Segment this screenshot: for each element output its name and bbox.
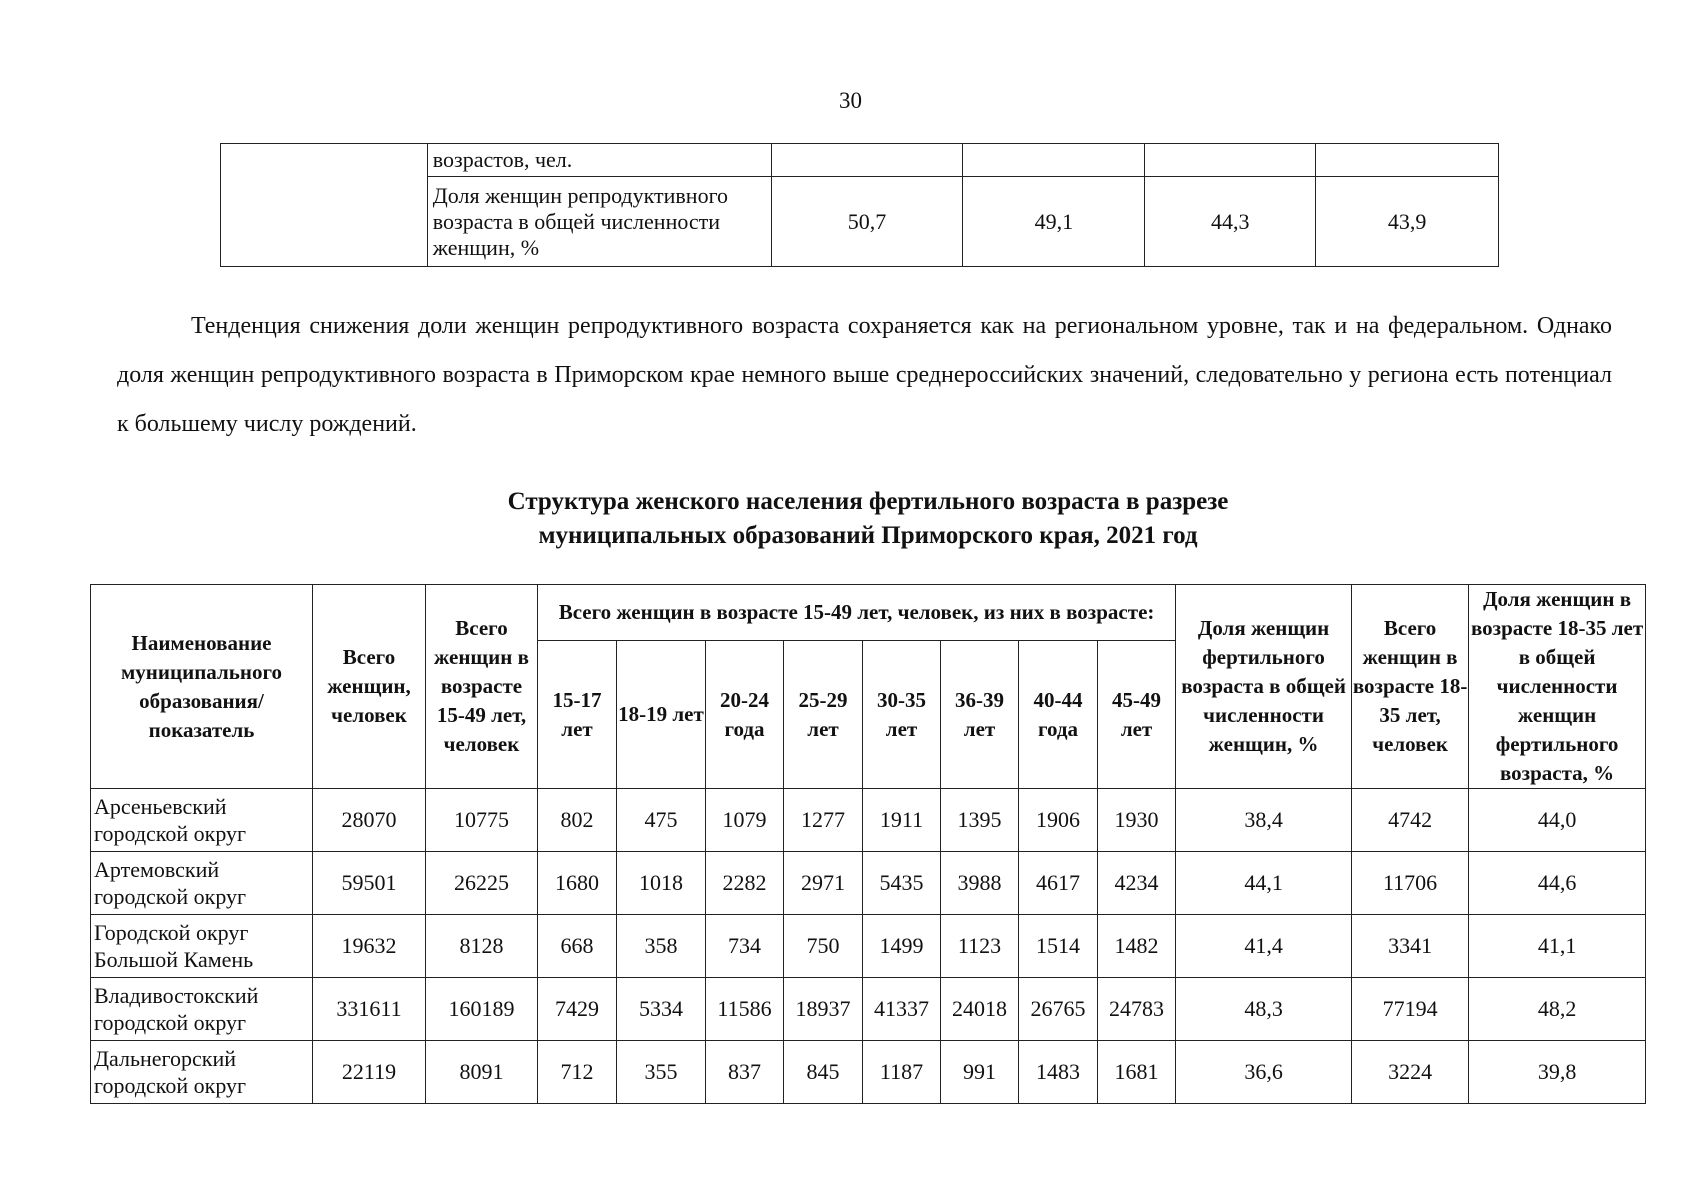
cell-age: 5435 <box>863 852 941 915</box>
cell-age: 355 <box>617 1041 706 1104</box>
cell-age: 734 <box>706 915 784 978</box>
cell-total: 28070 <box>313 789 426 852</box>
row-label: Доля женщин репродуктивного возраста в общей численности женщин, % <box>427 177 771 267</box>
row-name: Городской округ Большой Камень <box>91 915 313 978</box>
row-name: Дальнегорский городской округ <box>91 1041 313 1104</box>
value-cell: 44,3 <box>1145 177 1316 267</box>
cell-age: 1681 <box>1098 1041 1176 1104</box>
cell-age: 7429 <box>538 978 617 1041</box>
cell-age: 24783 <box>1098 978 1176 1041</box>
cell-age: 1930 <box>1098 789 1176 852</box>
cell-share-18-35: 41,1 <box>1469 915 1646 978</box>
cell-share-18-35: 44,6 <box>1469 852 1646 915</box>
cell-total-15-49: 26225 <box>426 852 538 915</box>
cell-age: 1277 <box>784 789 863 852</box>
cell-age: 712 <box>538 1041 617 1104</box>
cell-age: 1906 <box>1019 789 1098 852</box>
header-age: 40-44 года <box>1019 641 1098 789</box>
cell-age: 3988 <box>941 852 1019 915</box>
cell-age: 1499 <box>863 915 941 978</box>
cell-total: 22119 <box>313 1041 426 1104</box>
cell-age: 1911 <box>863 789 941 852</box>
header-age-group: Всего женщин в возрасте 15-49 лет, человек, из них в возрасте: <box>538 585 1176 641</box>
cell-total-15-49: 8091 <box>426 1041 538 1104</box>
table-row <box>91 852 1646 915</box>
header-age: 36-39 лет <box>941 641 1019 789</box>
header-name: Наименование муниципального образования/ показатель <box>91 585 313 789</box>
cell-total-18-35: 4742 <box>1352 789 1469 852</box>
cell-age: 1514 <box>1019 915 1098 978</box>
cell-age: 358 <box>617 915 706 978</box>
cell-share-fertile: 48,3 <box>1176 978 1352 1041</box>
table-row <box>91 915 1646 978</box>
cell-age: 1018 <box>617 852 706 915</box>
cell-age: 2971 <box>784 852 863 915</box>
header-age: 30-35 лет <box>863 641 941 789</box>
cell-age: 845 <box>784 1041 863 1104</box>
cell-age: 1482 <box>1098 915 1176 978</box>
cell-age: 1187 <box>863 1041 941 1104</box>
header-age: 20-24 года <box>706 641 784 789</box>
title-line-1: Структура женского населения фертильного возраста в разрезе <box>507 488 1229 515</box>
header-total: Всего женщин, человек <box>313 585 426 789</box>
table-row <box>91 789 1646 852</box>
cell-age: 1079 <box>706 789 784 852</box>
header-age: 18-19 лет <box>617 641 706 789</box>
cell-age: 750 <box>784 915 863 978</box>
row-name: Артемовский городской округ <box>91 852 313 915</box>
cell-age: 4234 <box>1098 852 1176 915</box>
cell-share-fertile: 41,4 <box>1176 915 1352 978</box>
cell-share-fertile: 44,1 <box>1176 852 1352 915</box>
cell-age: 1123 <box>941 915 1019 978</box>
cell-total: 59501 <box>313 852 426 915</box>
table-title <box>0 485 1701 553</box>
cell-share-18-35: 39,8 <box>1469 1041 1646 1104</box>
cell-age: 26765 <box>1019 978 1098 1041</box>
cell-share-18-35: 48,2 <box>1469 978 1646 1041</box>
cell-age: 1483 <box>1019 1041 1098 1104</box>
cell-total-18-35: 11706 <box>1352 852 1469 915</box>
cell-total-15-49: 160189 <box>426 978 538 1041</box>
table-row <box>91 978 1646 1041</box>
cell-total-15-49: 8128 <box>426 915 538 978</box>
value-cell: 49,1 <box>963 177 1145 267</box>
cell-age: 18937 <box>784 978 863 1041</box>
row-label: возрастов, чел. <box>427 144 771 177</box>
cell-total-18-35: 3224 <box>1352 1041 1469 1104</box>
cell-total-18-35: 77194 <box>1352 978 1469 1041</box>
cell-age: 4617 <box>1019 852 1098 915</box>
continued-table <box>220 143 1499 267</box>
value-cell: 43,9 <box>1316 177 1499 267</box>
cell-total: 331611 <box>313 978 426 1041</box>
page-number: 30 <box>839 88 862 113</box>
cell-total-18-35: 3341 <box>1352 915 1469 978</box>
cell-share-fertile: 38,4 <box>1176 789 1352 852</box>
header-age: 15-17 лет <box>538 641 617 789</box>
municipal-table <box>90 584 1646 1104</box>
cell-age: 991 <box>941 1041 1019 1104</box>
cell-age: 668 <box>538 915 617 978</box>
cell-age: 475 <box>617 789 706 852</box>
body-paragraph: Тенденция снижения доли женщин репродуктивного возраста сохраняется как на региональном уровне, так и на федеральном. Однако доля женщин репродуктивного возраста в Приморском крае немного выше среднероссийских значений, следовательно у региона есть потенциал к большему числу рождений. <box>117 313 1612 437</box>
value-cell: 50,7 <box>771 177 963 267</box>
cell-total: 19632 <box>313 915 426 978</box>
header-total-18-35: Всего женщин в возрасте 18-35 лет, человек <box>1352 585 1469 789</box>
cell-age: 802 <box>538 789 617 852</box>
header-total-15-49: Всего женщин в возрасте 15-49 лет, человек <box>426 585 538 789</box>
cell-age: 837 <box>706 1041 784 1104</box>
row-name: Владивостокский городской округ <box>91 978 313 1041</box>
cell-share-18-35: 44,0 <box>1469 789 1646 852</box>
cell-total-15-49: 10775 <box>426 789 538 852</box>
header-age: 45-49 лет <box>1098 641 1176 789</box>
empty-cell <box>221 144 428 267</box>
header-age: 25-29 лет <box>784 641 863 789</box>
row-name: Арсеньевский городской округ <box>91 789 313 852</box>
cell-age: 2282 <box>706 852 784 915</box>
cell-age: 1395 <box>941 789 1019 852</box>
header-share-fertile: Доля женщин фертильного возраста в общей численности женщин, % <box>1176 585 1352 789</box>
title-line-2: муниципальных образований Приморского края, 2021 год <box>538 522 1198 549</box>
cell-age: 41337 <box>863 978 941 1041</box>
cell-share-fertile: 36,6 <box>1176 1041 1352 1104</box>
cell-age: 24018 <box>941 978 1019 1041</box>
cell-age: 11586 <box>706 978 784 1041</box>
cell-age: 5334 <box>617 978 706 1041</box>
header-share-18-35: Доля женщин в возрасте 18-35 лет в общей численности женщин фертильного возраста, % <box>1469 585 1646 789</box>
table-row <box>91 1041 1646 1104</box>
cell-age: 1680 <box>538 852 617 915</box>
